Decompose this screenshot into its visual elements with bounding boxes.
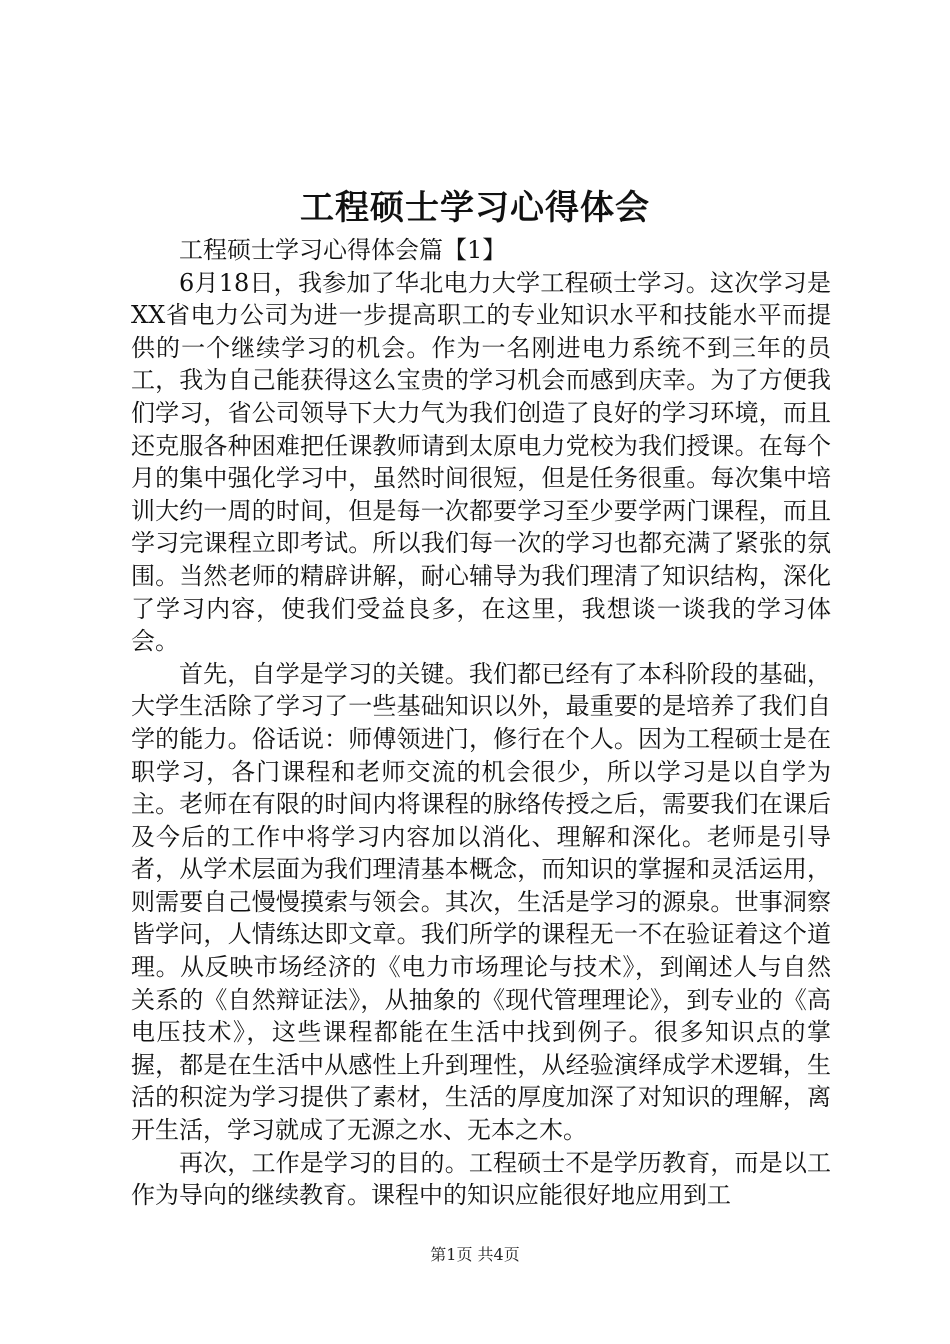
paragraph-2: 首先，自学是学习的关键。我们都已经有了本科阶段的基础，大学生活除了学习了一些基础知识以外，最重要的是培养了我们自学的能力。俗话说：师傅领进门，修行在个人。因为工程硕士是在职学习，各门课程和老师交流的机会很少，所以学习是以自学为主。老师在有限的时间内将课程的脉络传授之后，需要我们在课后及今后的工作中将学习内容加以消化、理解和深化。老师是引导者，从学术层面为我们理清基本概念，而知识的掌握和灵活运用，则需要自己慢慢摸索与领会。其次，生活是学习的源泉。世事洞察皆学问，人情练达即文章。我们所学的课程无一不在验证着这个道理。从反映市场经济的《电力市场理论与技术》，到阐述人与自然关系的《自然辩证法》，从抽象的《现代管理理论》，到专业的《高电压技术》，这些课程都能在生活中找到例子。很多知识点的掌握，都是在生活中从感性上升到理性，从经验演绎成学术逻辑，生活的积淀为学习提供了素材，生活的厚度加深了对知识的理解，离开生活，学习就成了无源之水、无本之木。 bbox=[131, 659, 831, 1145]
paragraph-3: 再次，工作是学习的目的。工程硕士不是学历教育，而是以工作为导向的继续教育。课程中的知识应能很好地应用到工 bbox=[131, 1148, 831, 1210]
section-heading: 工程硕士学习心得体会篇【1】 bbox=[179, 236, 507, 264]
document-title: 工程硕士学习心得体会 bbox=[300, 188, 650, 228]
paragraph-1: 6月18日，我参加了华北电力大学工程硕士学习。这次学习是XX省电力公司为进一步提高职工的专业知识水平和技能水平而提供的一个继续学习的机会。作为一名刚进电力系统不到三年的员工，我为自己能获得这么宝贵的学习机会而感到庆幸。为了方便我们学习，省公司领导下大力气为我们创造了良好的学习环境，而且还克服各种困难把任课教师请到太原电力党校为我们授课。在每个月的集中强化学习中，虽然时间很短，但是任务很重。每次集中培训大约一周的时间，但是每一次都要学习至少要学两门课程，而且学习完课程立即考试。所以我们每一次的学习也都充满了紧张的氛围。当然老师的精辟讲解，耐心辅导为我们理清了知识结构，深化了学习内容，使我们受益良多，在这里，我想谈一谈我的学习体会。 bbox=[131, 268, 831, 656]
page-number-footer: 第1页 共4页 bbox=[430, 1245, 520, 1264]
document-body bbox=[131, 234, 831, 1212]
